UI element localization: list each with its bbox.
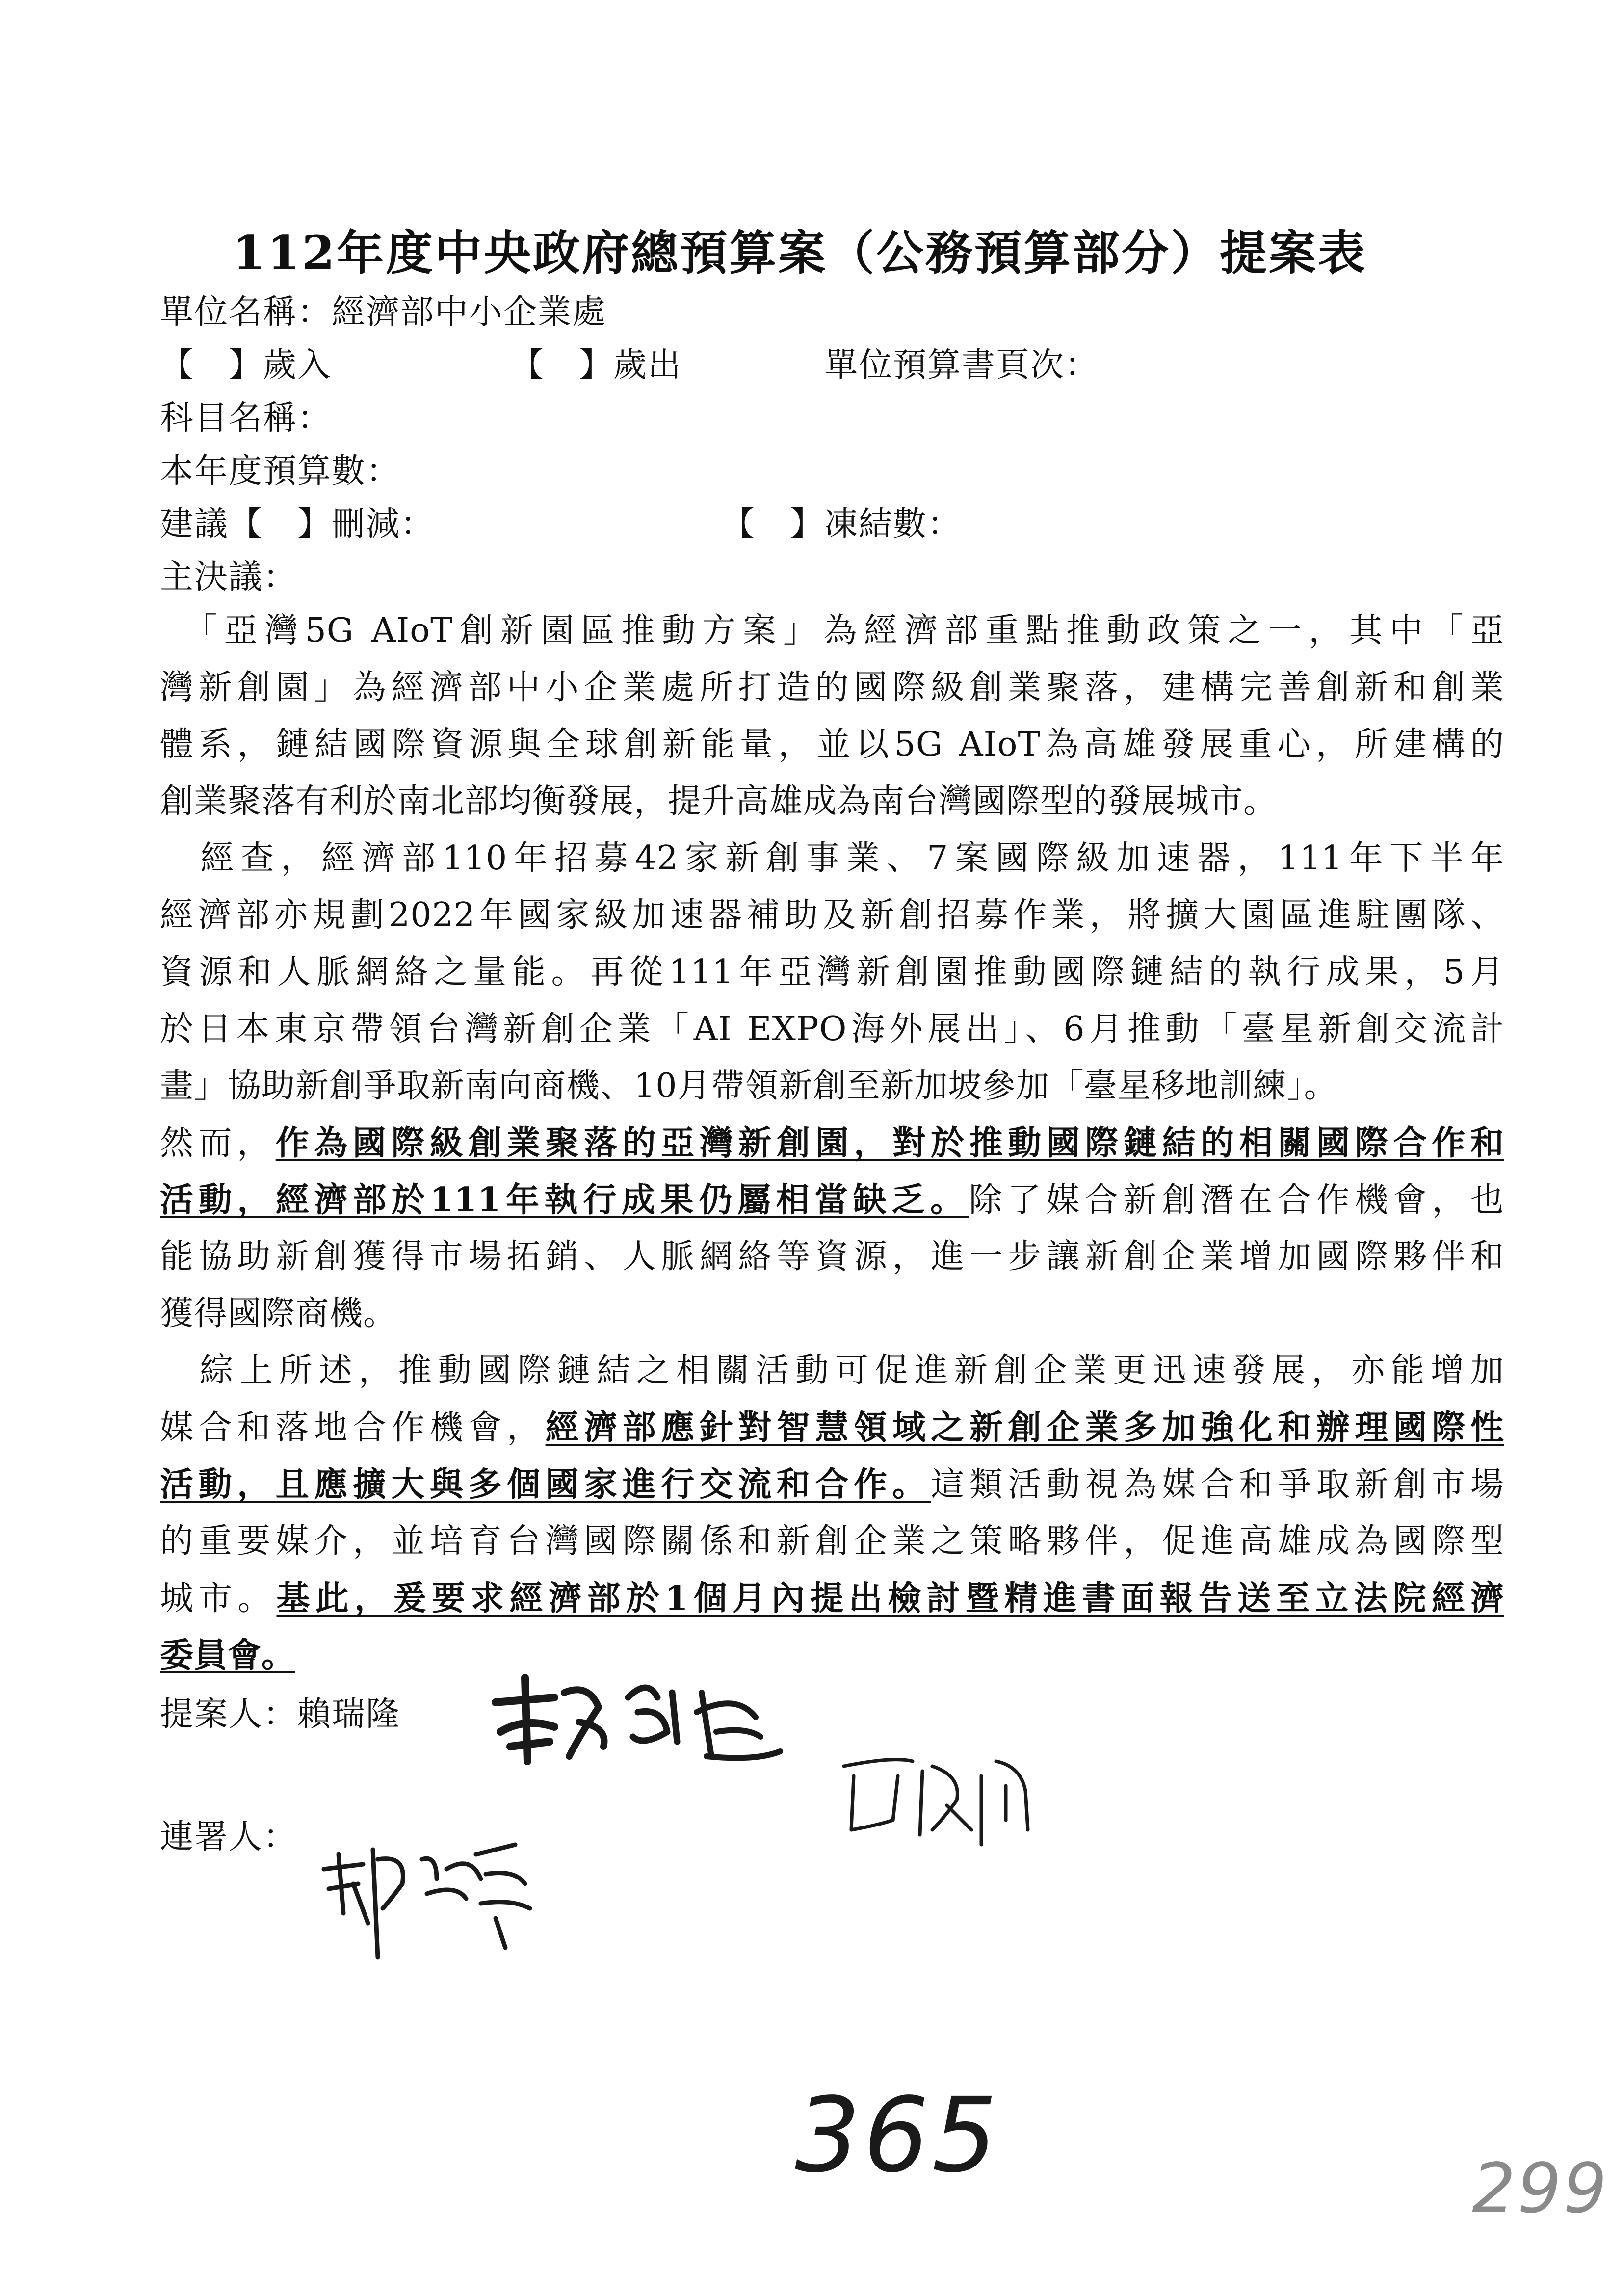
emphasized-text: 活動，且應擴大與多個國家進行交流和合作。 — [160, 1465, 931, 1504]
freeze-amount-field: 【 】凍結數： — [721, 505, 962, 544]
body-line — [160, 1399, 1504, 1456]
body-text: 資源和人脈網絡之量能。再從111年亞灣新創園推動國際鏈結的執行成果，5月 — [160, 953, 1504, 991]
subject-name-field: 科目名稱： — [160, 399, 332, 438]
handwritten-stamp-number: 365 — [795, 2075, 1000, 2195]
body-text: 畫」協助新創爭取新南向商機、10月帶領新創至新加坡參加「臺星移地訓練」。 — [160, 1067, 1338, 1105]
budget-page-reference: 單位預算書頁次： — [824, 346, 1100, 385]
emphasized-text: 活動，經濟部於111年執行成果仍屬相當缺乏。 — [160, 1180, 969, 1220]
body-text: 「亞灣5G AIoT創新園區推動方案」為經濟部重點推動政策之一，其中「亞 — [160, 611, 1504, 650]
body-text: 城市。 — [160, 1579, 277, 1618]
form-title: 112年度中央政府總預算案（公務預算部分）提案表 — [232, 225, 1367, 281]
body-text: 於日本東京帶領台灣新創企業「AI EXPO海外展出」、6月推動「臺星新創交流計 — [160, 1010, 1504, 1048]
body-text: 然而， — [160, 1124, 276, 1163]
suggest-reduction-field: 建議【 】刪減： — [160, 505, 435, 544]
body-text: 體系，鏈結國際資源與全球創新能量，並以5G AIoT為高雄發展重心，所建構的 — [160, 725, 1504, 764]
body-text: 創業聚落有利於南北部均衡發展，提升高雄成為南台灣國際型的發展城市。 — [160, 782, 1278, 821]
cosigner-signature-left — [309, 1825, 545, 1967]
proposer-signature — [481, 1663, 805, 1771]
annual-budget-field: 本年度預算數： — [160, 452, 401, 491]
body-text: 除了媒合新創潛在合作機會，也 — [969, 1181, 1504, 1220]
body-line — [160, 1115, 1504, 1172]
resolution-body — [160, 602, 1504, 1684]
emphasized-text: 作為國際級創業聚落的亞灣新創園，對於推動國際鏈結的相關國際合作和 — [275, 1123, 1504, 1163]
body-line — [160, 1456, 1504, 1513]
expense-checkbox-label: 【 】歲出 — [510, 346, 682, 385]
body-line — [160, 1172, 1504, 1228]
proposer-label: 提案人：賴瑞隆 — [160, 1695, 401, 1734]
body-line — [160, 887, 1504, 944]
emphasized-text: 經濟部應針對智慧領域之新創企業多加強化和辦理國際性 — [545, 1408, 1504, 1447]
emphasized-text: 基此，爰要求經濟部於1個月內提出檢討暨精進書面報告送至立法院經濟 — [276, 1579, 1504, 1618]
body-text: 獲得國際商機。 — [160, 1294, 397, 1333]
body-text: 媒合和落地合作機會， — [160, 1409, 546, 1447]
body-line — [160, 1627, 1504, 1684]
body-line — [160, 773, 1504, 830]
handwritten-page-number: 299 — [1472, 2149, 1609, 2229]
body-line — [160, 659, 1504, 716]
body-line — [160, 1058, 1504, 1115]
body-line — [160, 830, 1504, 887]
body-line — [160, 944, 1504, 1001]
emphasized-text: 委員會。 — [160, 1636, 296, 1675]
body-text: 經濟部亦規劃2022年國家級加速器補助及新創招募作業，將擴大園區進駐團隊、 — [160, 896, 1504, 935]
body-text: 綜上所述，推動國際鏈結之相關活動可促進新創企業更迅速發展，亦能增加 — [160, 1351, 1504, 1390]
body-text: 這類活動視為媒合和爭取新創市場 — [931, 1465, 1504, 1504]
cosigner-label: 連署人： — [160, 1818, 298, 1856]
body-line — [160, 602, 1504, 659]
body-line — [160, 716, 1504, 773]
income-checkbox-label: 【 】歲入 — [160, 346, 332, 385]
body-line — [160, 1001, 1504, 1058]
body-line — [160, 1228, 1504, 1285]
unit-name-field: 單位名稱：經濟部中小企業處 — [160, 293, 607, 332]
body-line — [160, 1570, 1504, 1627]
body-text: 的重要媒介，並培育台灣國際關係和新創企業之策略夥伴，促進高雄成為國際型 — [160, 1522, 1504, 1561]
cosigner-signature-right — [834, 1747, 1045, 1850]
body-line — [160, 1285, 1504, 1342]
body-line — [160, 1513, 1504, 1570]
body-text: 灣新創園」為經濟部中小企業處所打造的國際級創業聚落，建構完善創新和創業 — [160, 668, 1504, 707]
body-text: 經查，經濟部110年招募42家新創事業、7案國際級加速器，111年下半年 — [160, 839, 1504, 878]
body-line — [160, 1342, 1504, 1399]
resolution-heading: 主決議： — [160, 558, 298, 597]
body-text: 能協助新創獲得市場拓銷、人脈網絡等資源，進一步讓新創企業增加國際夥伴和 — [160, 1237, 1504, 1276]
